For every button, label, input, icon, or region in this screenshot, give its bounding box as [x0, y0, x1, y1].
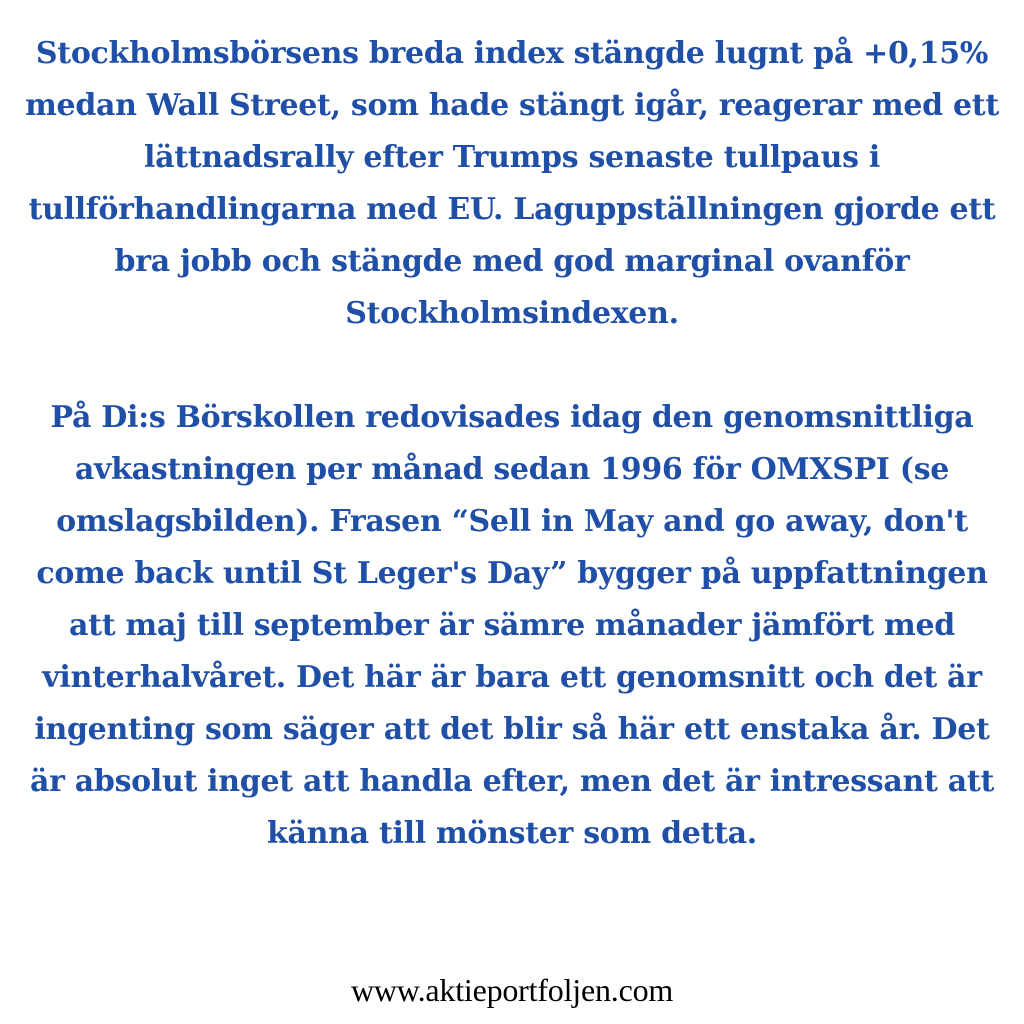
paragraph-sell-in-may: På Di:s Börskollen redovisades idag den genomsnittliga avkastningen per månad sedan 1996 för OMXSPI (se omslagsbilden). Frasen “Sell in May and go away, don't come back until St Leger's Day” bygger på uppfattningen att maj till september är sämre månader jämfört med vinterhalvåret. Det här är bara ett genomsnitt och det är ingenting som säger att det blir så här ett enstaka år. Det är absolut inget att handla efter, men det är intressant att känna till mönster som detta. — [29, 400, 995, 851]
paragraph-market-close: Stockholmsbörsens breda index stängde lugnt på +0,15% medan Wall Street, som hade stängt igår, reagerar med ett lättnadsrally efter Trumps senaste tullpaus i tullförhandlingarna med EU. Laguppställningen gjorde ett bra jobb och stängde med god marginal ovanför Stockholmsindexen. — [25, 36, 999, 331]
website-url: www.aktieportfoljen.com — [350, 972, 674, 1008]
